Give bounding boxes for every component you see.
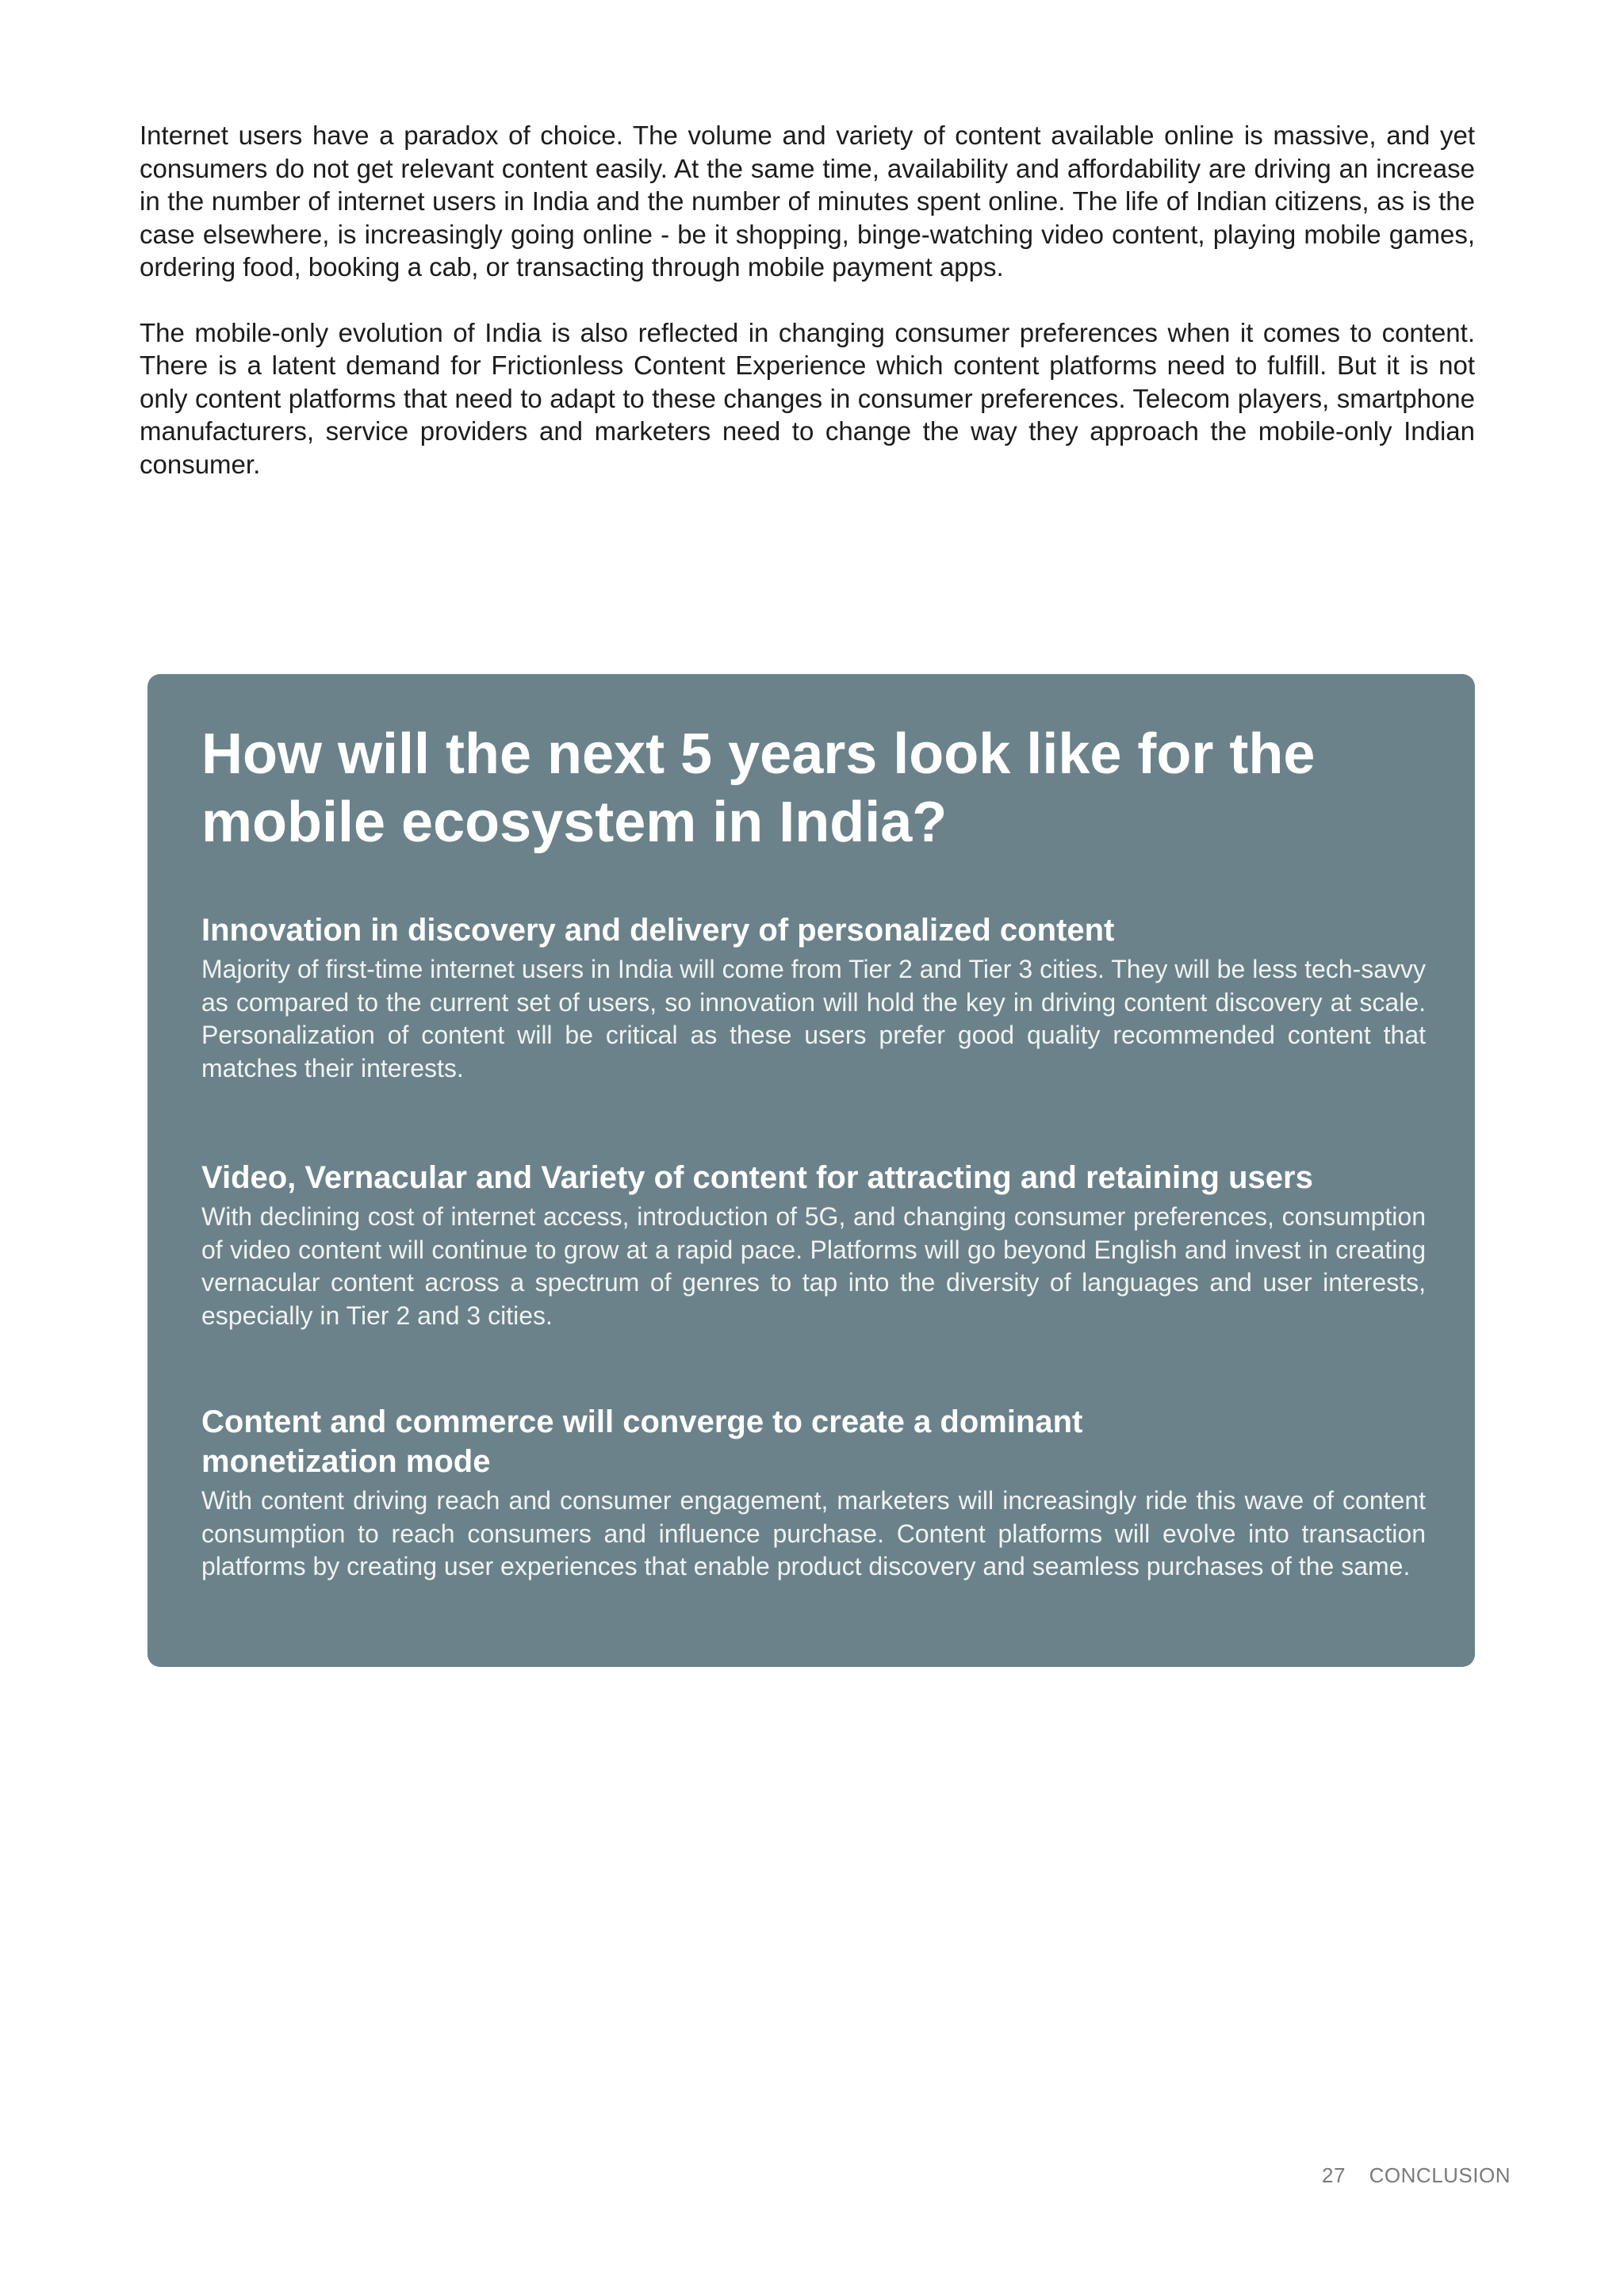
panel-section (201, 1158, 1426, 1332)
outlook-panel (147, 674, 1475, 1667)
panel-title: How will the next 5 years look like for the mobile ecosystem in India? (201, 722, 1316, 854)
section-body: With content driving reach and consumer engagement, marketers will increasingly ride this wave of content consumption to reach consumers and influence purchase. Content platforms will evolve into transaction platforms by creating user experiences that enable product discovery and seamless purchases of the same. (201, 1486, 1426, 1580)
section-heading: Content and commerce will converge to create a dominant monetization mode (201, 1404, 1083, 1479)
page-number: 27 (1321, 2163, 1346, 2187)
panel-section (201, 910, 1426, 1085)
panel-section (201, 1402, 1426, 1584)
section-heading: Video, Vernacular and Variety of content for attracting and retaining users (201, 1160, 1313, 1195)
intro-paragraph: The mobile-only evolution of India is also reflected in changing consumer preferences when it comes to content. There is a latent demand for Frictionless Content Experience which content platforms need to fulfill. But it is not only content platforms that need to adapt to these changes in consumer preferences. Telecom players, smartphone manufacturers, service providers and marketers need to change the way they approach the mobile-only Indian consumer. (140, 317, 1475, 479)
intro-paragraph: Internet users have a paradox of choice. The volume and variety of content available online is massive, and yet consumers do not get relevant content easily. At the same time, availability and affordability are driving an increase in the number of internet users in India and the number of minutes spent online. The life of Indian citizens, as is the case elsewhere, is increasingly going online - be it shopping, binge-watching video content, playing mobile games, ordering food, booking a cab, or transacting through mobile payment apps. (140, 121, 1475, 282)
section-body: With declining cost of internet access, introduction of 5G, and changing consumer preferences, consumption of video content will continue to grow at a rapid pace. Platforms will go beyond English and invest in creating vernacular content across a spectrum of genres to tap into the diversity of languages and user interests, especially in Tier 2 and 3 cities. (201, 1202, 1426, 1330)
page-footer (1322, 2163, 1511, 2188)
section-body: Majority of first-time internet users in India will come from Tier 2 and Tier 3 cities. They will be less tech-savvy as compared to the current set of users, so innovation will hold the key in driving content discovery at scale. Personalization of content will be critical as these users prefer good quality recommended content that matches their interests. (201, 955, 1426, 1082)
intro-text (140, 119, 1475, 513)
section-heading: Innovation in discovery and delivery of personalized content (201, 913, 1115, 948)
section-label: CONCLUSION (1369, 2163, 1511, 2187)
